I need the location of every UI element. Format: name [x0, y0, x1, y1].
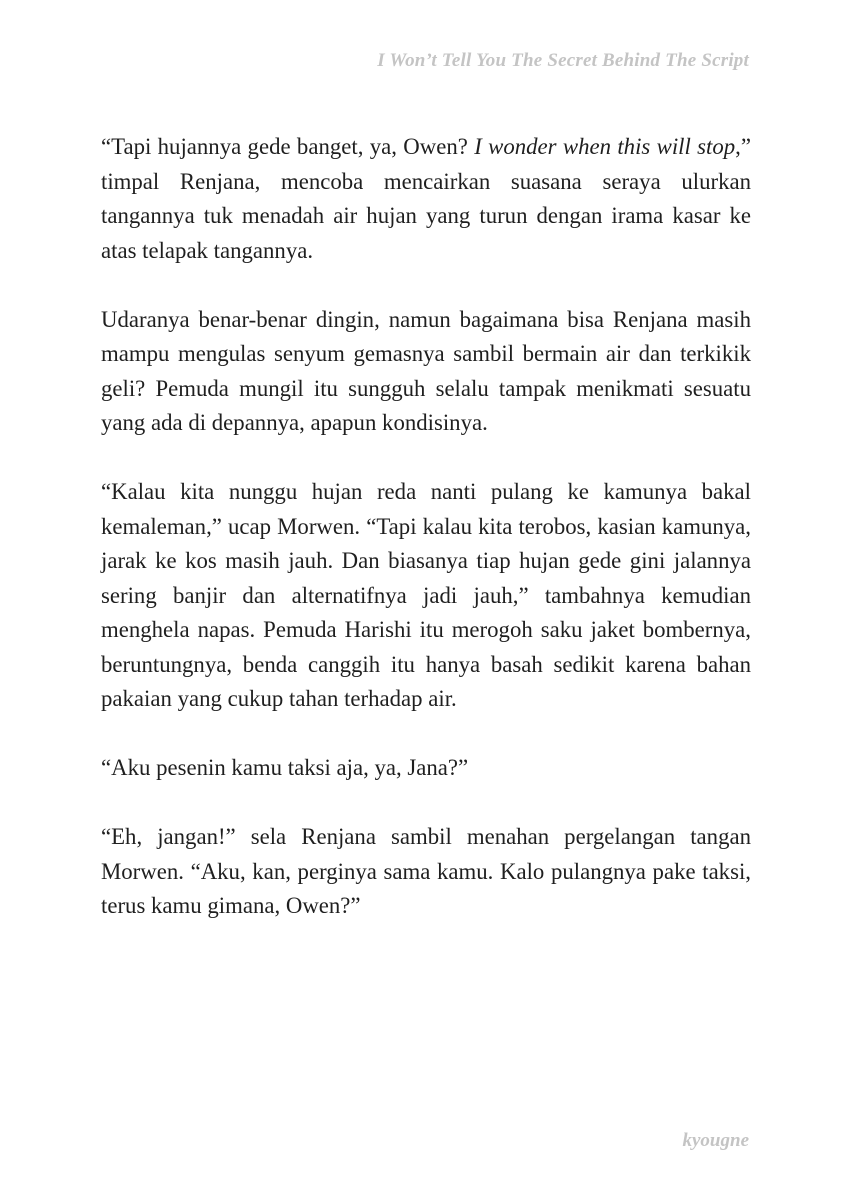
paragraph-1 — [101, 130, 751, 268]
paragraph-3: “Kalau kita nunggu hujan reda nanti pulang ke kamunya bakal kemaleman,” ucap Morwen. “Tapi kalau kita terobos, kasian kamunya, jarak ke kos masih jauh. Dan biasanya tiap hujan gede gini jalannya sering banjir dan alternatifnya jadi jauh,” tambahnya kemudian menghela napas. Pemuda Harishi itu merogoh saku jaket bombernya, beruntungnya, benda canggih itu hanya basah sedikit karena bahan pakaian yang cukup tahan terhadap air. — [101, 479, 751, 711]
paragraph-1-text-c: ,” timpal Renjana, mencoba mencairkan suasana seraya ulurkan tangannya tuk menadah air hujan yang turun dengan irama kasar ke atas telapak tangannya. — [101, 134, 751, 263]
paragraph-1-italic: I wonder when this will stop — [474, 134, 736, 159]
paragraph-2: Udaranya benar-benar dingin, namun bagaimana bisa Renjana masih mampu mengulas senyum gemasnya sambil bermain air dan terkikik geli? Pemuda mungil itu sungguh selalu tampak menikmati sesuatu yang ada di depannya, apapun kondisinya. — [101, 306, 751, 435]
paragraph-1-text-a: “Tapi hujannya gede banget, ya, Owen? — [101, 134, 475, 159]
story-body — [101, 130, 751, 958]
running-header: I Won’t Tell You The Secret Behind The Script — [377, 50, 749, 71]
author-footer: kyougne — [682, 1130, 749, 1151]
paragraph-5: “Eh, jangan!” sela Renjana sambil menahan pergelangan tangan Morwen. “Aku, kan, perginya sama kamu. Kalo pulangnya pake taksi, terus kamu gimana, Owen?” — [101, 824, 751, 918]
paragraph-4: “Aku pesenin kamu taksi aja, ya, Jana?” — [101, 755, 469, 780]
